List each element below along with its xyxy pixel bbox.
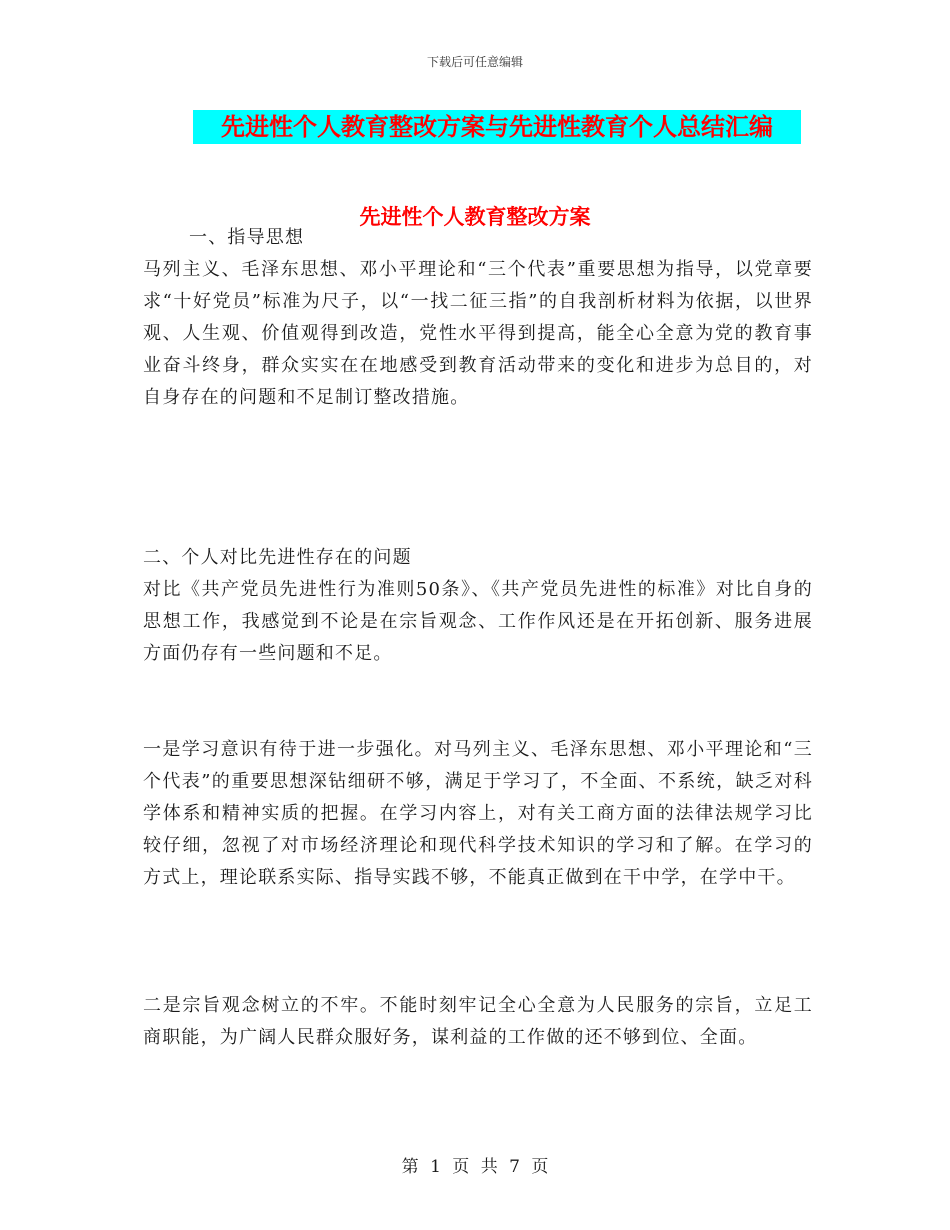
- section2-heading: 二、个人对比先进性存在的问题: [143, 547, 412, 568]
- page-footer: 第 1 页 共 7 页: [401, 1157, 549, 1177]
- point-2-paragraph: 二是宗旨观念树立的不牢。不能时刻牢记全心全意为人民服务的宗旨，立足工商职能，为广阔人民群众服好务，谋利益的工作做的还不够到位、全面。: [143, 995, 813, 1048]
- main-title: 先进性个人教育整改方案与先进性教育个人总结汇编: [193, 110, 801, 144]
- point-1-paragraph: 一是学习意识有待于进一步强化。对马列主义、毛泽东思想、邓小平理论和“三个代表”的重要思想深钻细研不够，满足于学习了，不全面、不系统，缺乏对科学体系和精神实质的把握。在学习内容上，对有关工商方面的法律法规学习比较仔细，忽视了对市场经济理论和现代科学技术知识的学习和了解。在学习的方式上，理论联系实际、指导实践不够，不能真正做到在干中学，在学中干。: [143, 739, 813, 888]
- header-note: 下载后可任意编辑: [426, 55, 523, 69]
- section1-heading: 一、指导思想: [189, 227, 305, 248]
- section2-body: 对比《共产党员先进性行为准则50条》、《共产党员先进性的标准》对比自身的思想工作，我感觉到不论是在宗旨观念、工作作风还是在开拓创新、服务进展方面仍存有一些问题和不足。: [143, 579, 813, 664]
- section1-body: 马列主义、毛泽东思想、邓小平理论和“三个代表”重要思想为指导，以党章要求“十好党员”标准为尺子，以“一找二征三指”的自我剖析材料为依据，以世界观、人生观、价值观得到改造，党性水平得到提高，能全心全意为党的教育事业奋斗终身，群众实实在在地感受到教育活动带来的变化和进步为总目的，对自身存在的问题和不足制订整改措施。: [143, 259, 813, 408]
- sub-title: 先进性个人教育整改方案: [359, 204, 591, 229]
